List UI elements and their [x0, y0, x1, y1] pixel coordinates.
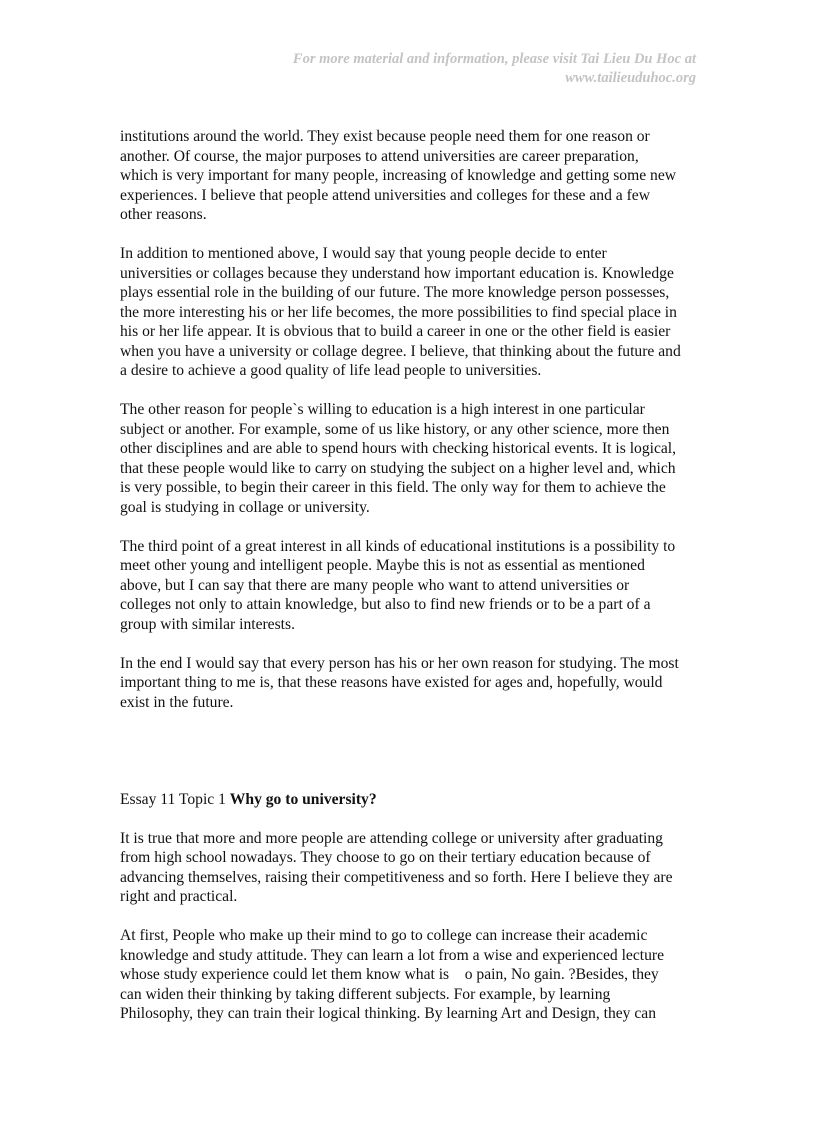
text-line: above, but I can say that there are many people who want to attend universities or [120, 576, 630, 594]
text-line: The other reason for people`s willing to education is a high interest in one particular [120, 401, 645, 418]
text-line: experiences. I believe that people attend universities and colleges for these and a few [120, 186, 650, 204]
text-line: the more interesting his or her life becomes, the more possibilities to find special place in [120, 303, 677, 321]
text-line: advancing themselves, raising their competitiveness and so forth. Here I believe they are [120, 868, 673, 886]
text-line: can widen their thinking by taking different subjects. For example, by learning [120, 985, 611, 1003]
text-line: plays essential role in the building of our future. The more knowledge person possesses, [120, 284, 670, 301]
text-line: his or her life appear. It is obvious that to build a career in one or the other field is easier [120, 323, 671, 340]
text-line: is very possible, to begin their career in this field. The only way for them to achieve the [120, 479, 666, 496]
text-line: The third point of a great interest in all kinds of educational institutions is a possibility to [120, 537, 676, 555]
text-line: In addition to mentioned above, I would say that young people decide to enter [120, 245, 607, 262]
text-line: another. Of course, the major purposes to attend universities are career preparation, [120, 147, 639, 165]
paragraph [120, 926, 700, 1024]
section-gap [120, 732, 700, 790]
essay-heading-prefix: Essay 11 Topic 1 [120, 790, 230, 808]
text-line: In the end I would say that every person has his or her own reason for studying. The most [120, 654, 679, 672]
text-line: knowledge and study attitude. They can learn a lot from a wise and experienced lecture [120, 946, 664, 964]
text-line: from high school nowadays. They choose to go on their tertiary education because of [120, 849, 651, 866]
essay-heading-title: Why go to university? [229, 790, 377, 808]
paragraph [120, 537, 700, 635]
essay-heading [120, 790, 700, 810]
document-body [120, 127, 700, 1043]
text-line: subject or another. For example, some of us like history, or any other science, more then [120, 420, 670, 438]
text-line: colleges not only to attain knowledge, but also to find new friends or to be a part of a [120, 596, 651, 613]
text-line: group with similar interests. [120, 615, 295, 633]
text-line: other disciplines and are able to spend hours with checking historical events. It is logical, [120, 440, 677, 457]
text-line: meet other young and intelligent people. Maybe this is not as essential as mentioned [120, 557, 645, 574]
paragraph [120, 244, 700, 381]
text-line: It is true that more and more people are attending college or university after graduating [120, 829, 663, 847]
text-line: when you have a university or collage degree. I believe, that thinking about the future and [120, 342, 681, 360]
header-line-2: www.tailieuduhoc.org [565, 70, 696, 86]
text-line: institutions around the world. They exist because people need them for one reason or [120, 128, 650, 145]
text-line: goal is studying in collage or university. [120, 498, 370, 516]
paragraph [120, 829, 700, 907]
paragraph [120, 400, 700, 517]
text-line: Philosophy, they can train their logical thinking. By learning Art and Design, they can [120, 1005, 656, 1022]
text-line: important thing to me is, that these reasons have existed for ages and, hopefully, would [120, 674, 663, 691]
text-line: whose study experience could let them know what is o pain, No gain. ?Besides, they [120, 966, 659, 983]
text-line: right and practical. [120, 888, 238, 905]
text-line: exist in the future. [120, 693, 234, 711]
essay-10-continuation [120, 127, 700, 712]
text-line: other reasons. [120, 206, 207, 223]
header-line-1: For more material and information, please visit Tai Lieu Du Hoc at [292, 51, 696, 67]
paragraph [120, 127, 700, 225]
essay-11-body [120, 829, 700, 1024]
paragraph [120, 654, 700, 713]
text-line: which is very important for many people, increasing of knowledge and getting some new [120, 167, 677, 184]
text-line: a desire to achieve a good quality of life lead people to universities. [120, 362, 542, 379]
text-line: that these people would like to carry on studying the subject on a higher level and, which [120, 459, 676, 477]
page-header [136, 50, 696, 88]
text-line: At first, People who make up their mind to go to college can increase their academic [120, 927, 648, 944]
text-line: universities or collages because they understand how important education is. Knowledge [120, 264, 674, 282]
